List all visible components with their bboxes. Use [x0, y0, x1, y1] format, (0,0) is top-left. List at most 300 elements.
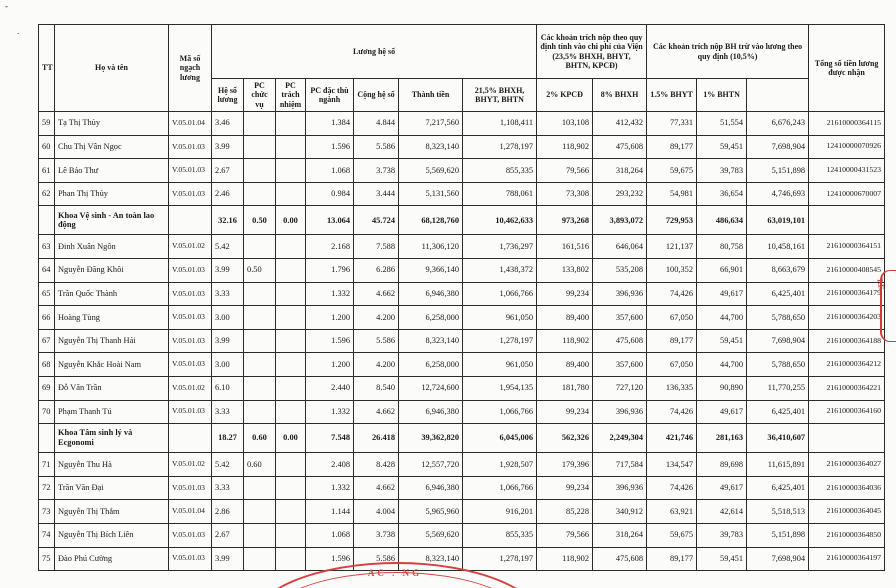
row-number: 65 — [39, 282, 55, 306]
row-account: 21610000364188 — [809, 329, 885, 353]
row-kpcd: 103,108 — [537, 112, 593, 136]
row-pc-dacthu: 1.332 — [306, 476, 354, 500]
row-conghs: 4.200 — [354, 306, 399, 330]
row-number: 73 — [39, 500, 55, 524]
row-bhtn: 66,901 — [697, 258, 747, 282]
row-bhtn: 486,634 — [697, 206, 747, 235]
row-pc-chucvu: 0.60 — [244, 453, 276, 477]
row-bhyt: 89,177 — [647, 329, 697, 353]
row-account: 21610000364115 — [809, 112, 885, 136]
col-thanhtien-header: Thành tiền — [399, 79, 463, 112]
row-bhxh: 340,912 — [593, 500, 647, 524]
row-number: 64 — [39, 258, 55, 282]
row-bhyt: 74,426 — [647, 282, 697, 306]
row-vien215: 6,045,006 — [463, 424, 537, 453]
row-name: Hoàng Tùng — [55, 306, 169, 330]
row-bhtn: 36,654 — [697, 182, 747, 206]
row-name: Chu Thị Vân Ngọc — [55, 135, 169, 159]
row-pc-trachnhiem — [276, 258, 306, 282]
row-heso: 2.86 — [212, 500, 244, 524]
row-account: 21610000364151 — [809, 235, 885, 259]
row-name: Lê Bảo Thư — [55, 159, 169, 183]
row-heso: 3.33 — [212, 400, 244, 424]
row-pc-trachnhiem: 0.00 — [276, 424, 306, 453]
row-thanhtien: 9,366,140 — [399, 258, 463, 282]
row-pc-trachnhiem — [276, 400, 306, 424]
row-grade-code: V.05.01.02 — [169, 453, 212, 477]
row-thanhtien: 5,131,560 — [399, 182, 463, 206]
corner-mark-left: . — [17, 26, 20, 36]
table-row — [39, 135, 885, 159]
row-total: 5,788,650 — [747, 353, 809, 377]
row-thanhtien: 12,724,600 — [399, 376, 463, 400]
row-conghs: 4.004 — [354, 500, 399, 524]
row-heso: 3.33 — [212, 282, 244, 306]
col-conghs-header: Cộng hệ số — [354, 79, 399, 112]
row-name: Nguyễn Đăng Khôi — [55, 258, 169, 282]
row-thanhtien: 5,569,620 — [399, 159, 463, 183]
row-name: Trần Quốc Thành — [55, 282, 169, 306]
row-grade-code: V.05.01.03 — [169, 476, 212, 500]
row-pc-dacthu: 7.548 — [306, 424, 354, 453]
row-bhyt: 74,426 — [647, 400, 697, 424]
row-bhxh: 475,608 — [593, 329, 647, 353]
row-number — [39, 424, 55, 453]
row-number: 61 — [39, 159, 55, 183]
row-kpcd: 562,326 — [537, 424, 593, 453]
row-bhxh: 396,936 — [593, 400, 647, 424]
row-grade-code: V.05.01.03 — [169, 258, 212, 282]
row-kpcd: 118,902 — [537, 547, 593, 571]
row-bhxh: 357,600 — [593, 306, 647, 330]
row-kpcd: 181,780 — [537, 376, 593, 400]
row-pc-chucvu — [244, 523, 276, 547]
row-pc-chucvu — [244, 159, 276, 183]
row-thanhtien: 6,258,000 — [399, 353, 463, 377]
row-number: 63 — [39, 235, 55, 259]
row-number: 62 — [39, 182, 55, 206]
row-account: 21610000364197 — [809, 547, 885, 571]
row-heso: 18.27 — [212, 424, 244, 453]
table-row — [39, 235, 885, 259]
row-bhxh: 646,064 — [593, 235, 647, 259]
row-name: Phan Thị Thủy — [55, 182, 169, 206]
row-number: 68 — [39, 353, 55, 377]
row-conghs: 8.428 — [354, 453, 399, 477]
row-heso: 3.00 — [212, 306, 244, 330]
row-name: Tạ Thị Thủy — [55, 112, 169, 136]
row-bhyt: 77,331 — [647, 112, 697, 136]
row-heso: 2.46 — [212, 182, 244, 206]
row-pc-chucvu — [244, 306, 276, 330]
row-conghs: 4.662 — [354, 476, 399, 500]
row-total: 36,410,607 — [747, 424, 809, 453]
row-kpcd: 133,802 — [537, 258, 593, 282]
row-total: 8,663,679 — [747, 258, 809, 282]
row-bhyt: 59,675 — [647, 523, 697, 547]
row-account: 21610000364850 — [809, 523, 885, 547]
row-total: 4,746,693 — [747, 182, 809, 206]
row-name: Đinh Xuân Ngôn — [55, 235, 169, 259]
row-bhxh: 318,264 — [593, 523, 647, 547]
table-header — [39, 25, 885, 112]
row-grade-code: V.05.01.03 — [169, 400, 212, 424]
row-heso: 5.42 — [212, 235, 244, 259]
row-conghs: 4.200 — [354, 353, 399, 377]
row-grade-code: V.05.01.03 — [169, 329, 212, 353]
row-number — [39, 206, 55, 235]
row-grade-code: V.05.01.03 — [169, 306, 212, 330]
row-account: 21610000364212 — [809, 353, 885, 377]
row-name: Đỗ Văn Trần — [55, 376, 169, 400]
row-number: 69 — [39, 376, 55, 400]
row-kpcd: 89,400 — [537, 353, 593, 377]
row-pc-trachnhiem — [276, 159, 306, 183]
row-grade-code — [169, 424, 212, 453]
row-conghs: 8.540 — [354, 376, 399, 400]
row-bhyt: 59,675 — [647, 159, 697, 183]
row-vien215: 1,278,197 — [463, 329, 537, 353]
row-name: Nguyễn Thị Bích Liên — [55, 523, 169, 547]
row-heso: 5.42 — [212, 453, 244, 477]
row-heso: 3.00 — [212, 353, 244, 377]
row-bhyt: 74,426 — [647, 476, 697, 500]
row-pc-dacthu: 1.144 — [306, 500, 354, 524]
row-pc-chucvu — [244, 135, 276, 159]
row-vien215: 961,050 — [463, 353, 537, 377]
row-pc-dacthu: 1.200 — [306, 353, 354, 377]
row-number: 71 — [39, 453, 55, 477]
row-kpcd: 79,566 — [537, 159, 593, 183]
row-account — [809, 424, 885, 453]
row-kpcd: 79,566 — [537, 523, 593, 547]
row-vien215: 1,066,766 — [463, 476, 537, 500]
row-bhyt: 121,137 — [647, 235, 697, 259]
row-heso: 3.99 — [212, 547, 244, 571]
row-account: 21610000364045 — [809, 500, 885, 524]
row-bhtn: 49,617 — [697, 476, 747, 500]
row-total: 7,698,904 — [747, 329, 809, 353]
row-heso: 3.99 — [212, 329, 244, 353]
table-row — [39, 476, 885, 500]
row-number: 72 — [39, 476, 55, 500]
row-total: 6,425,401 — [747, 400, 809, 424]
row-bhtn: 281,163 — [697, 424, 747, 453]
col-pc-chucvu-header: PC chức vụ — [244, 79, 276, 112]
row-bhtn: 39,783 — [697, 159, 747, 183]
row-vien215: 961,050 — [463, 306, 537, 330]
row-kpcd: 73,308 — [537, 182, 593, 206]
row-pc-chucvu: 0.50 — [244, 258, 276, 282]
row-pc-dacthu: 1.384 — [306, 112, 354, 136]
row-bhxh: 717,584 — [593, 453, 647, 477]
table-row — [39, 329, 885, 353]
row-grade-code: V.05.01.02 — [169, 235, 212, 259]
row-vien215: 1,108,411 — [463, 112, 537, 136]
row-bhxh: 3,893,072 — [593, 206, 647, 235]
row-total: 10,458,161 — [747, 235, 809, 259]
row-conghs: 5.586 — [354, 547, 399, 571]
row-kpcd: 99,234 — [537, 282, 593, 306]
row-bhxh: 535,208 — [593, 258, 647, 282]
red-seal-edge: T.E — [880, 270, 896, 342]
row-kpcd: 118,902 — [537, 135, 593, 159]
row-conghs: 5.586 — [354, 329, 399, 353]
row-thanhtien: 8,323,140 — [399, 547, 463, 571]
row-bhyt: 89,177 — [647, 135, 697, 159]
row-grade-code — [169, 206, 212, 235]
row-heso: 3.99 — [212, 258, 244, 282]
row-pc-trachnhiem — [276, 235, 306, 259]
row-kpcd: 179,396 — [537, 453, 593, 477]
table-row — [39, 306, 885, 330]
row-bhyt: 134,547 — [647, 453, 697, 477]
row-pc-trachnhiem: 0.00 — [276, 206, 306, 235]
row-pc-dacthu: 2.440 — [306, 376, 354, 400]
row-vien215: 855,335 — [463, 159, 537, 183]
row-bhtn: 59,451 — [697, 547, 747, 571]
vien-contribution-header: Các khoản trích nộp theo quy định tính vào chi phí của Viện (23,5% BHXH, BHYT, BHTN, KPCĐ) — [537, 25, 647, 79]
row-pc-dacthu: 1.596 — [306, 547, 354, 571]
row-name: Đào Phú Cường — [55, 547, 169, 571]
table-row — [39, 112, 885, 136]
row-number: 66 — [39, 306, 55, 330]
row-total: 11,770,255 — [747, 376, 809, 400]
row-bhxh: 396,936 — [593, 476, 647, 500]
row-pc-trachnhiem — [276, 135, 306, 159]
col-bhyt-header: 1.5% BHYT — [647, 79, 697, 112]
row-name: Trần Văn Đại — [55, 476, 169, 500]
row-bhyt: 67,050 — [647, 353, 697, 377]
col-bhtn-header: 1% BHTN — [697, 79, 747, 112]
row-pc-chucvu — [244, 376, 276, 400]
row-account: 12410000070926 — [809, 135, 885, 159]
row-bhyt: 67,050 — [647, 306, 697, 330]
row-vien215: 916,201 — [463, 500, 537, 524]
row-grade-code: V.05.01.02 — [169, 376, 212, 400]
row-total: 6,425,401 — [747, 476, 809, 500]
row-kpcd: 99,234 — [537, 400, 593, 424]
col-kpcd-header: 2% KPCĐ — [537, 79, 593, 112]
row-grade-code: V.05.01.03 — [169, 353, 212, 377]
row-bhxh: 727,120 — [593, 376, 647, 400]
row-thanhtien: 6,946,380 — [399, 400, 463, 424]
row-bhyt: 63,921 — [647, 500, 697, 524]
row-kpcd: 89,400 — [537, 306, 593, 330]
row-bhxh: 396,936 — [593, 282, 647, 306]
row-name: Khoa Vệ sinh - An toàn lao động — [55, 206, 169, 235]
col-heso-header: Hệ số lương — [212, 79, 244, 112]
row-thanhtien: 12,557,720 — [399, 453, 463, 477]
row-conghs: 45.724 — [354, 206, 399, 235]
table-row — [39, 523, 885, 547]
row-bhtn: 51,554 — [697, 112, 747, 136]
col-name-header: Họ và tên — [55, 25, 169, 112]
row-pc-dacthu: 13.064 — [306, 206, 354, 235]
row-thanhtien: 7,217,560 — [399, 112, 463, 136]
row-number: 74 — [39, 523, 55, 547]
row-pc-dacthu: 1.596 — [306, 135, 354, 159]
col-tt-header: TT — [39, 25, 55, 112]
row-account: 21610000364179 — [809, 282, 885, 306]
row-vien215: 1,066,766 — [463, 400, 537, 424]
row-kpcd: 161,516 — [537, 235, 593, 259]
row-account: 12410000670007 — [809, 182, 885, 206]
table-row — [39, 500, 885, 524]
row-grade-code: V.05.01.03 — [169, 182, 212, 206]
row-kpcd: 973,268 — [537, 206, 593, 235]
row-account: 21610000364160 — [809, 400, 885, 424]
row-bhyt: 421,746 — [647, 424, 697, 453]
row-bhxh: 412,432 — [593, 112, 647, 136]
row-account: 21610000364203 — [809, 306, 885, 330]
row-thanhtien: 68,128,760 — [399, 206, 463, 235]
row-conghs: 4.662 — [354, 282, 399, 306]
department-subtotal-row — [39, 424, 885, 453]
row-bhtn: 90,890 — [697, 376, 747, 400]
row-account: 21610000408545 — [809, 258, 885, 282]
table-row — [39, 353, 885, 377]
row-thanhtien: 39,362,820 — [399, 424, 463, 453]
table-row — [39, 400, 885, 424]
row-conghs: 3.738 — [354, 159, 399, 183]
row-bhtn: 44,700 — [697, 306, 747, 330]
row-bhxh: 293,232 — [593, 182, 647, 206]
row-pc-trachnhiem — [276, 523, 306, 547]
row-conghs: 3.738 — [354, 523, 399, 547]
table-row — [39, 159, 885, 183]
row-conghs: 4.662 — [354, 400, 399, 424]
row-bhtn: 49,617 — [697, 400, 747, 424]
row-pc-chucvu — [244, 112, 276, 136]
row-pc-trachnhiem — [276, 453, 306, 477]
row-pc-dacthu: 2.168 — [306, 235, 354, 259]
row-pc-trachnhiem — [276, 353, 306, 377]
row-thanhtien: 6,258,000 — [399, 306, 463, 330]
row-pc-dacthu: 1.068 — [306, 159, 354, 183]
row-thanhtien: 6,946,380 — [399, 282, 463, 306]
col-bhxh-header: 8% BHXH — [593, 79, 647, 112]
row-conghs: 26.418 — [354, 424, 399, 453]
row-thanhtien: 6,946,380 — [399, 476, 463, 500]
row-total: 6,425,401 — [747, 282, 809, 306]
row-vien215: 1,736,297 — [463, 235, 537, 259]
row-pc-dacthu: 0.984 — [306, 182, 354, 206]
row-pc-dacthu: 1.332 — [306, 400, 354, 424]
row-total: 5,151,898 — [747, 523, 809, 547]
row-pc-dacthu: 1.596 — [306, 329, 354, 353]
row-number: 70 — [39, 400, 55, 424]
row-conghs: 6.286 — [354, 258, 399, 282]
row-number: 59 — [39, 112, 55, 136]
row-bhtn: 59,451 — [697, 329, 747, 353]
payroll-table — [38, 24, 885, 571]
row-pc-trachnhiem — [276, 182, 306, 206]
row-pc-chucvu — [244, 353, 276, 377]
row-thanhtien: 8,323,140 — [399, 329, 463, 353]
row-total: 5,518,513 — [747, 500, 809, 524]
row-bhtn: 44,700 — [697, 353, 747, 377]
row-number: 60 — [39, 135, 55, 159]
row-kpcd: 85,228 — [537, 500, 593, 524]
row-pc-chucvu — [244, 329, 276, 353]
row-total: 5,788,650 — [747, 306, 809, 330]
table-row — [39, 258, 885, 282]
row-pc-chucvu — [244, 282, 276, 306]
row-grade-code: V.05.01.03 — [169, 547, 212, 571]
row-conghs: 5.586 — [354, 135, 399, 159]
row-number: 67 — [39, 329, 55, 353]
row-account: 21610000364036 — [809, 476, 885, 500]
row-bhyt: 136,335 — [647, 376, 697, 400]
row-vien215: 10,462,633 — [463, 206, 537, 235]
row-total: 11,615,891 — [747, 453, 809, 477]
row-vien215: 1,928,507 — [463, 453, 537, 477]
table-row — [39, 282, 885, 306]
row-pc-dacthu: 1.796 — [306, 258, 354, 282]
row-pc-dacthu: 1.200 — [306, 306, 354, 330]
row-vien215: 1,954,135 — [463, 376, 537, 400]
row-heso: 32.16 — [212, 206, 244, 235]
row-total: 63,019,101 — [747, 206, 809, 235]
row-grade-code: V.05.01.03 — [169, 523, 212, 547]
row-pc-trachnhiem — [276, 500, 306, 524]
row-account: 21610000364221 — [809, 376, 885, 400]
row-heso: 2.67 — [212, 159, 244, 183]
row-vien215: 855,335 — [463, 523, 537, 547]
deduction-group-header: Các khoản trích nộp BH trừ vào lương theo quy định (10,5%) — [647, 25, 809, 79]
row-name: Nguyễn Thị Thắm — [55, 500, 169, 524]
row-grade-code: V.05.01.03 — [169, 282, 212, 306]
table-row — [39, 376, 885, 400]
row-bhtn: 59,451 — [697, 135, 747, 159]
row-bhyt: 89,177 — [647, 547, 697, 571]
row-thanhtien: 11,306,120 — [399, 235, 463, 259]
row-pc-trachnhiem — [276, 329, 306, 353]
row-kpcd: 118,902 — [537, 329, 593, 353]
row-bhyt: 729,953 — [647, 206, 697, 235]
row-bhtn: 89,698 — [697, 453, 747, 477]
row-account: 21610000364027 — [809, 453, 885, 477]
row-pc-trachnhiem — [276, 376, 306, 400]
row-pc-chucvu: 0.50 — [244, 206, 276, 235]
red-seal-bottom: AC . NG — [250, 562, 540, 588]
row-grade-code: V.05.01.03 — [169, 159, 212, 183]
row-pc-dacthu: 1.068 — [306, 523, 354, 547]
row-heso: 3.46 — [212, 112, 244, 136]
row-number: 75 — [39, 547, 55, 571]
row-thanhtien: 8,323,140 — [399, 135, 463, 159]
row-vien215: 788,061 — [463, 182, 537, 206]
row-total: 7,698,904 — [747, 547, 809, 571]
row-grade-code: V.05.01.03 — [169, 135, 212, 159]
row-vien215: 1,278,197 — [463, 135, 537, 159]
row-grade-code: V.05.01.04 — [169, 500, 212, 524]
row-heso: 2.67 — [212, 523, 244, 547]
row-bhtn: 80,758 — [697, 235, 747, 259]
row-bhxh: 475,608 — [593, 547, 647, 571]
row-vien215: 1,278,197 — [463, 547, 537, 571]
row-bhtn: 39,783 — [697, 523, 747, 547]
row-bhxh: 2,249,304 — [593, 424, 647, 453]
row-heso: 6.10 — [212, 376, 244, 400]
department-subtotal-row — [39, 206, 885, 235]
row-pc-chucvu — [244, 476, 276, 500]
row-bhyt: 100,352 — [647, 258, 697, 282]
row-name: Nguyễn Thị Thanh Hải — [55, 329, 169, 353]
row-bhxh: 318,264 — [593, 159, 647, 183]
row-bhxh: 357,600 — [593, 353, 647, 377]
